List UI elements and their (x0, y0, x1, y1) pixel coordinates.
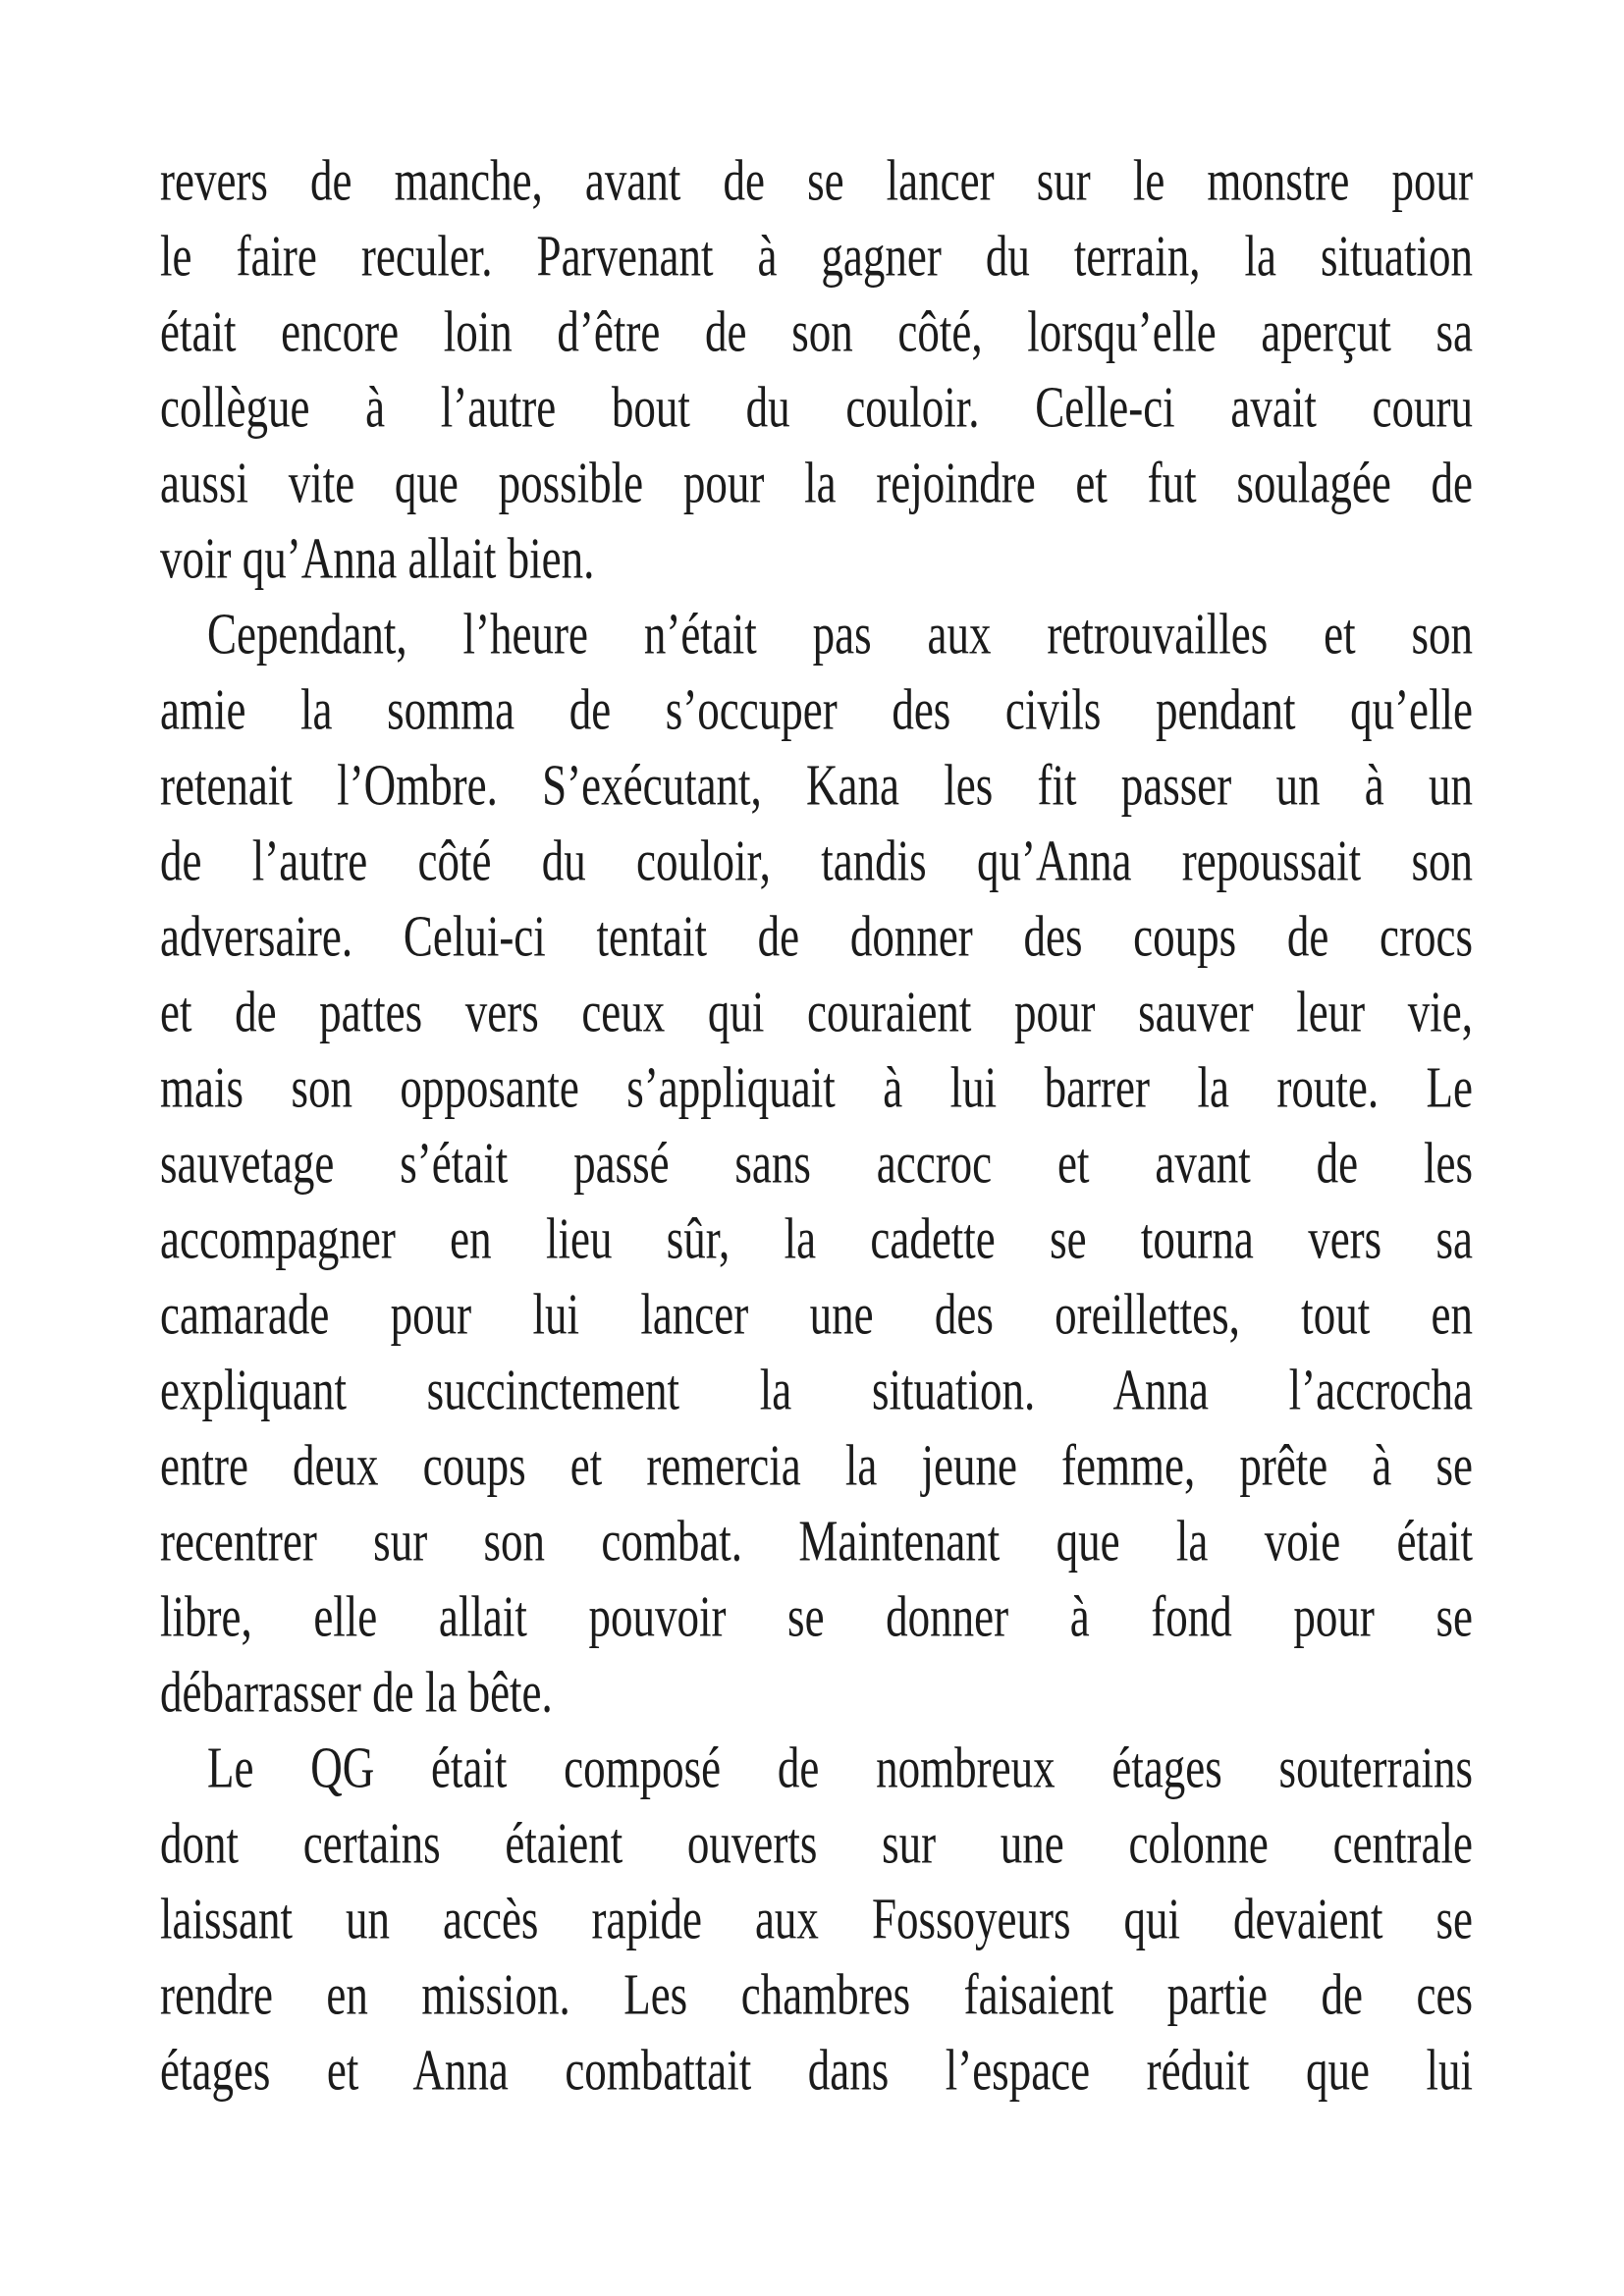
text-line: recentrer sur son combat. Maintenant que la voie était (160, 1508, 1473, 1574)
text-line: amie la somma de s’occuper des civils pendant qu’elle (160, 676, 1473, 742)
text-line: de l’autre côté du couloir, tandis qu’Anna repoussait son (160, 828, 1473, 893)
text-line: libre, elle allait pouvoir se donner à fond pour se (160, 1583, 1473, 1649)
text-line: dont certains étaient ouverts sur une colonne centrale (160, 1810, 1473, 1876)
text-line: Cependant, l’heure n’était pas aux retrouvailles et son (207, 601, 1473, 667)
text-line: collègue à l’autre bout du couloir. Celle-ci avait couru (160, 374, 1473, 440)
text-line: étages et Anna combattait dans l’espace réduit que lui (160, 2037, 1473, 2103)
text-line: revers de manche, avant de se lancer sur le monstre pour (160, 147, 1473, 213)
paragraph (160, 1730, 1473, 2103)
text-line: accompagner en lieu sûr, la cadette se tourna vers sa (160, 1205, 1473, 1271)
text-line: expliquant succinctement la situation. Anna l’accrocha (160, 1357, 1473, 1422)
text-line: entre deux coups et remercia la jeune femme, prête à se (160, 1432, 1473, 1498)
text-line: retenait l’Ombre. S’exécutant, Kana les fit passer un à un (160, 752, 1473, 818)
paragraph (160, 596, 1473, 1725)
text-line: était encore loin d’être de son côté, lorsqu’elle aperçut sa (160, 298, 1473, 364)
text-line: adversaire. Celui-ci tentait de donner des coups de crocs (160, 903, 1473, 969)
paragraph (160, 142, 1473, 591)
text-line: mais son opposante s’appliquait à lui barrer la route. Le (160, 1054, 1473, 1120)
text-line: et de pattes vers ceux qui couraient pour sauver leur vie, (160, 979, 1473, 1044)
text-line: aussi vite que possible pour la rejoindre et fut soulagée de (160, 450, 1473, 515)
text-line: Le QG était composé de nombreux étages souterrains (207, 1735, 1473, 1800)
text-line: camarade pour lui lancer une des oreillettes, tout en (160, 1281, 1473, 1347)
text-line: le faire reculer. Parvenant à gagner du terrain, la situation (160, 223, 1473, 289)
page-text-block (160, 142, 1473, 2108)
text-line: débarrasser de la bête. (160, 1659, 553, 1725)
text-line: laissant un accès rapide aux Fossoyeurs qui devaient se (160, 1886, 1473, 1951)
text-line: voir qu’Anna allait bien. (160, 525, 595, 591)
text-line: sauvetage s’était passé sans accroc et avant de les (160, 1130, 1473, 1196)
text-line: rendre en mission. Les chambres faisaient partie de ces (160, 1961, 1473, 2027)
